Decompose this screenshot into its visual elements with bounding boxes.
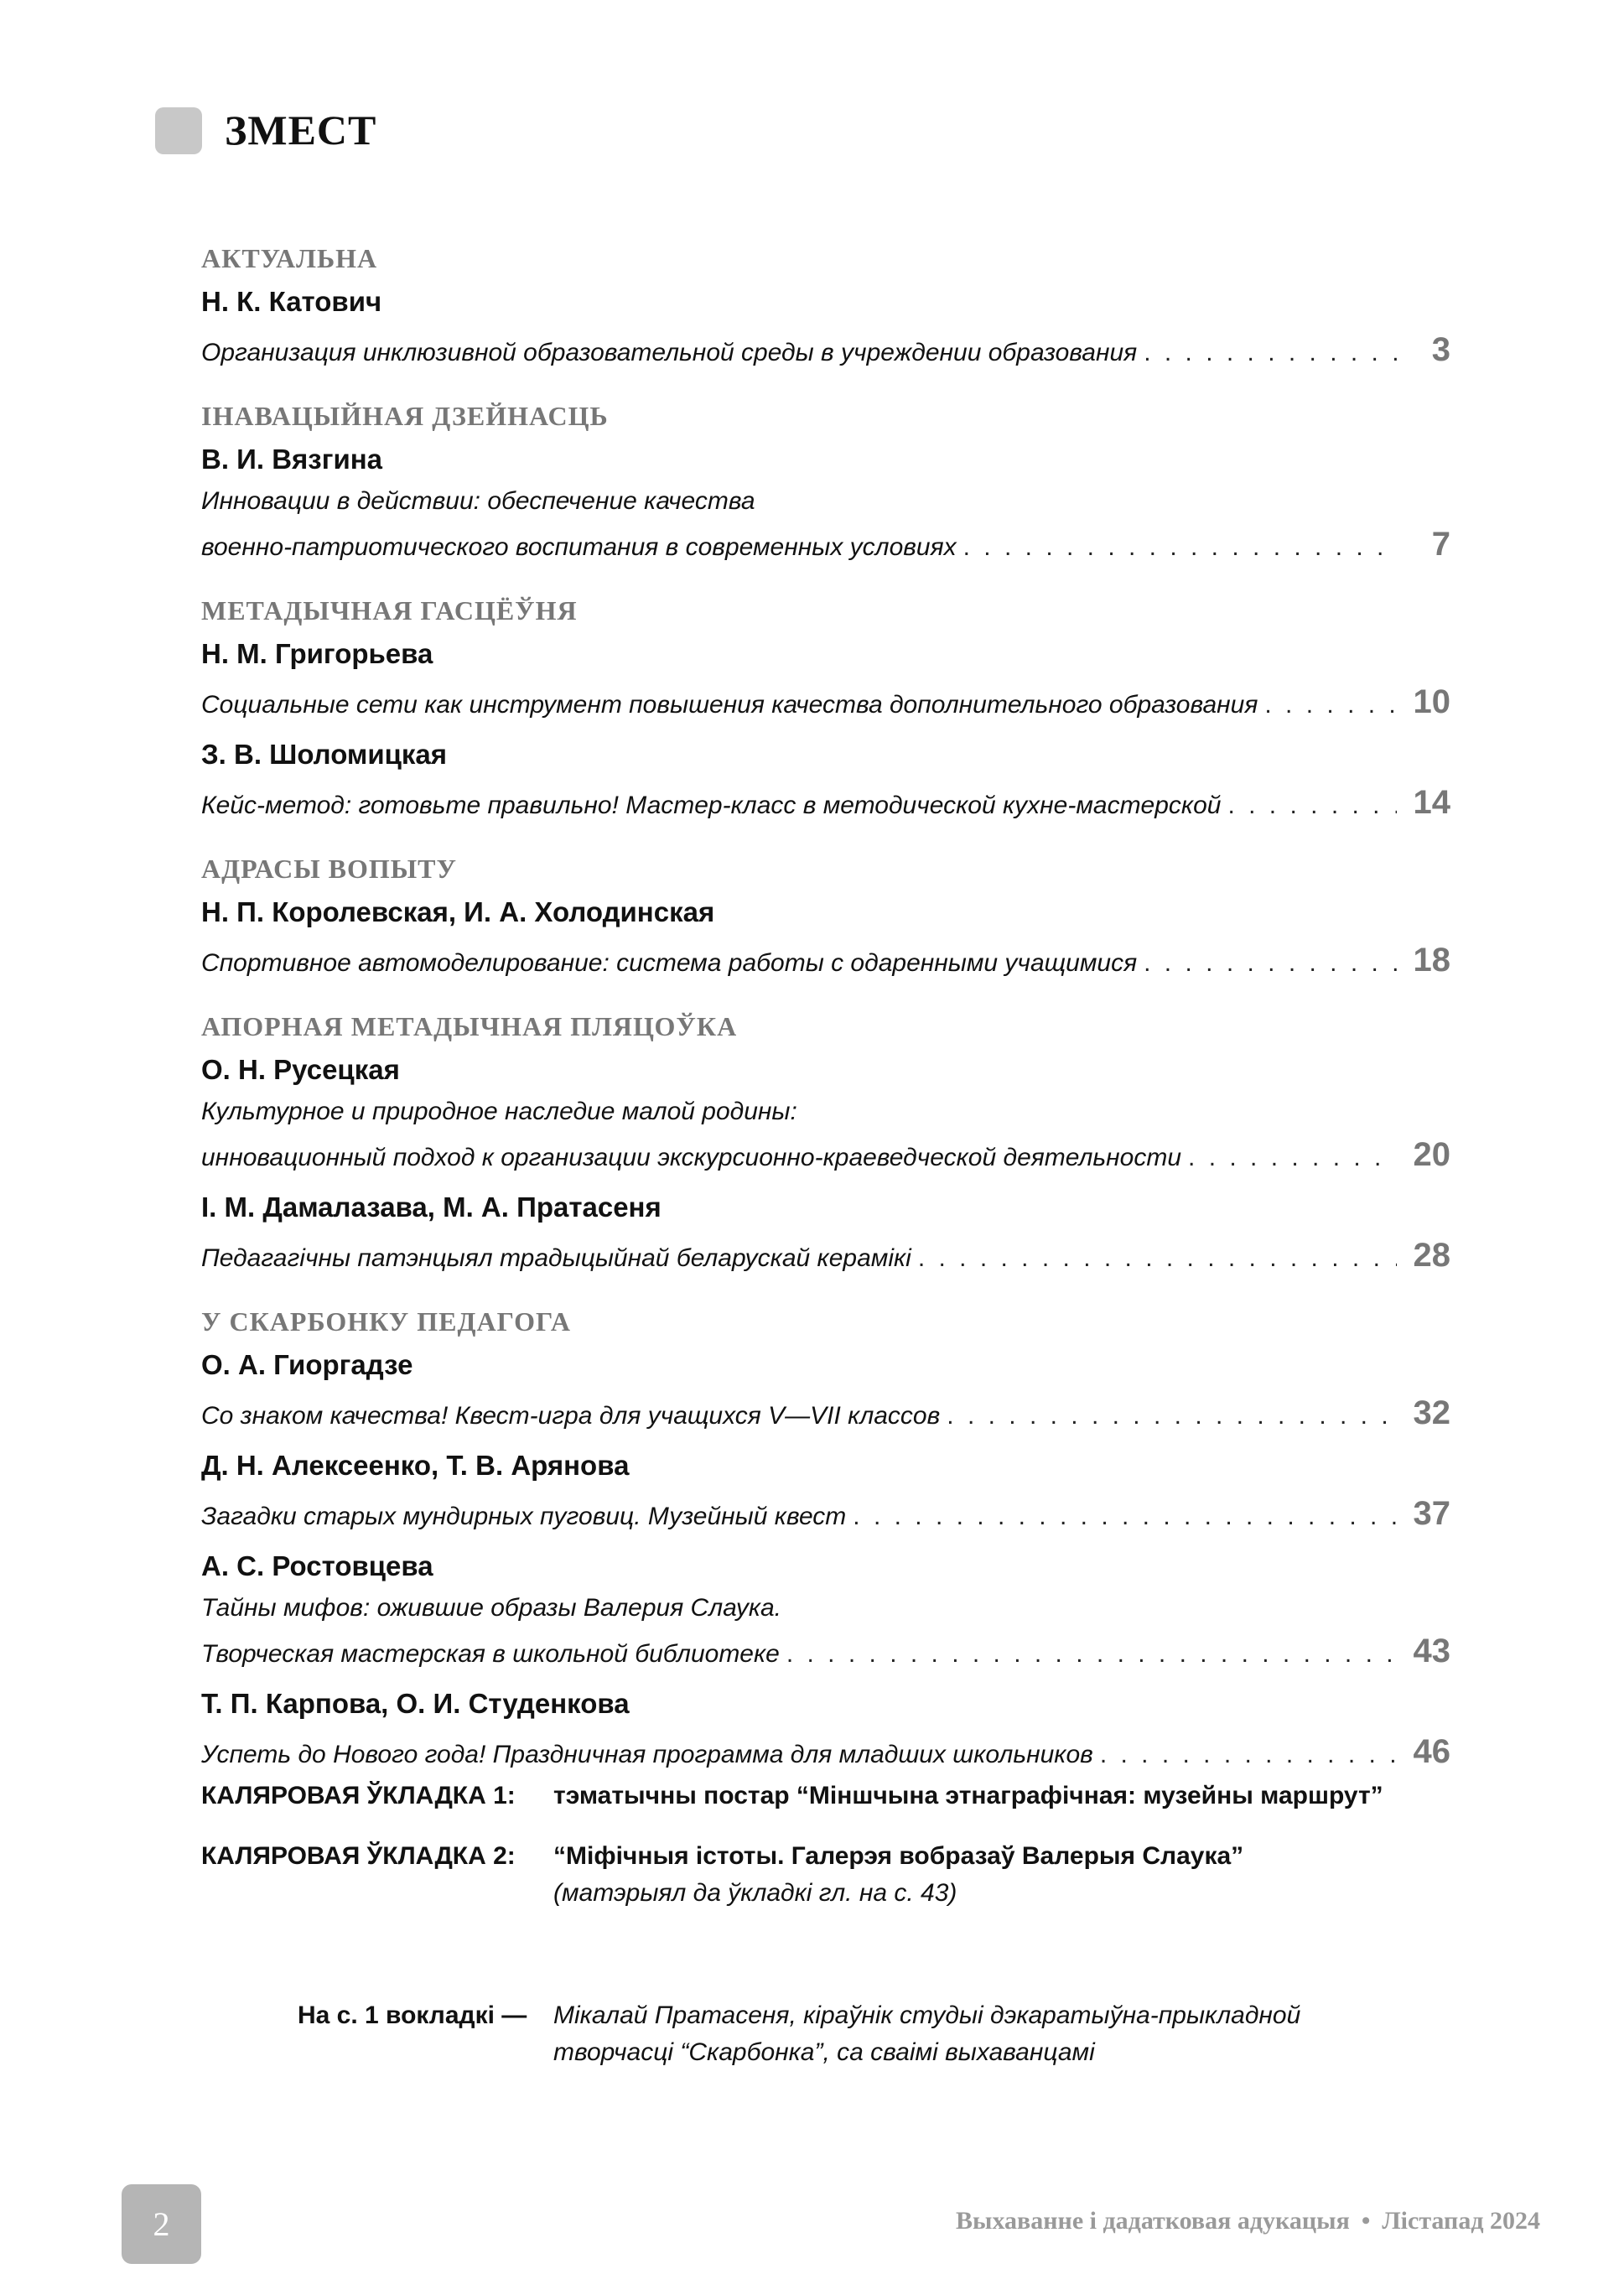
section-title: АПОРНАЯ МЕТАДЫЧНАЯ ПЛЯЦОЎКА <box>201 1011 738 1041</box>
entry-author: О. А. Гиоргадзе <box>201 1349 413 1380</box>
entry-author: А. С. Ростовцева <box>201 1550 433 1581</box>
entry-title-row <box>201 1130 1450 1182</box>
toc-entry <box>201 280 1450 377</box>
toc-entry <box>201 1343 1450 1441</box>
toc-section <box>201 1005 1450 1283</box>
page-number-badge <box>122 2184 201 2264</box>
section-title: ІНАВАЦЫЙНАЯ ДЗЕЙНАСЦЬ <box>201 401 609 431</box>
toc-section <box>201 589 1450 830</box>
entry-title-line: Тайны мифов: ожившие образы Валерия Слаука. <box>201 1594 782 1622</box>
entry-page-number: 28 <box>1413 1237 1450 1274</box>
entry-title: военно-патриотического воспитания в современных условиях <box>201 533 957 561</box>
entry-page-number: 20 <box>1413 1136 1450 1173</box>
color-inserts <box>201 1778 1509 1935</box>
section-title: У СКАРБОНКУ ПЕДАГОГА <box>201 1306 572 1337</box>
insert-label: КАЛЯРОВАЯ ЎКЛАДКА 2: <box>201 1842 516 1870</box>
insert-body <box>553 1838 1509 1912</box>
insert-label: КАЛЯРОВАЯ ЎКЛАДКА 1: <box>201 1782 516 1809</box>
toc-section <box>201 1300 1450 1779</box>
entry-title: Со знаком качества! Квест-игра для учащихся V—VII классов <box>201 1402 941 1430</box>
entry-title-row <box>201 1389 1450 1441</box>
toc-section <box>201 236 1450 377</box>
entry-author: Д. Н. Алексеенко, Т. В. Арянова <box>201 1450 630 1481</box>
entry-title-row <box>201 936 1450 988</box>
entry-author: В. И. Вязгина <box>201 444 383 475</box>
dot-leader <box>918 1234 1397 1283</box>
dot-leader <box>786 1630 1397 1679</box>
insert-row <box>201 1838 1509 1912</box>
entry-page-number: 32 <box>1413 1394 1450 1431</box>
dot-leader <box>1144 939 1397 988</box>
dot-leader <box>1144 329 1397 377</box>
footer <box>956 2207 1540 2235</box>
toc-section <box>201 394 1450 572</box>
cover-caption <box>298 1997 1555 2071</box>
toc-entry <box>201 1186 1450 1283</box>
entry-title-row <box>201 778 1450 830</box>
dot-leader <box>853 1493 1397 1541</box>
journal-name: Выхаванне і дадатковая адукацыя <box>956 2207 1350 2235</box>
entry-title: Спортивное автомоделирование: система работы с одаренными учащимися <box>201 949 1138 977</box>
entry-title-row <box>201 1727 1450 1779</box>
page-title: ЗМЕСТ <box>225 106 377 153</box>
insert-text: “Міфічныя істоты. Галерэя вобразаў Валерыя Слаука” <box>553 1842 1244 1870</box>
entry-page-number: 18 <box>1413 942 1450 979</box>
entry-title-row <box>201 325 1450 377</box>
entry-title: инновационный подход к организации экскурсионно-краеведческой деятельности <box>201 1144 1182 1171</box>
toc-entry <box>201 1048 1450 1182</box>
entry-author: О. Н. Русецкая <box>201 1054 400 1085</box>
entry-title-row <box>201 520 1450 572</box>
entry-title: Кейс-метод: готовьте правильно! Мастер-класс в методической кухне-мастерской <box>201 792 1222 819</box>
toc-section <box>201 847 1450 988</box>
entry-title-line: Инновации в действии: обеспечение качества <box>201 487 755 515</box>
toc-entry <box>201 1682 1450 1779</box>
toc-entry <box>201 1444 1450 1541</box>
dot-leader <box>963 523 1397 572</box>
toc-entry <box>201 632 1450 729</box>
entry-title-row <box>201 1489 1450 1541</box>
section-title: АКТУАЛЬНА <box>201 243 378 273</box>
entry-page-number: 46 <box>1413 1733 1450 1770</box>
entry-title: Загадки старых мундирных пуговиц. Музейный квест <box>201 1503 847 1530</box>
entry-page-number: 3 <box>1431 331 1450 368</box>
toc-entry <box>201 733 1450 830</box>
entry-page-number: 14 <box>1413 784 1450 821</box>
cover-text: Мікалай Пратасеня, кіраўнік студыі дэкаратыўна-прыкладной творчасці “Скарбонка”, са сваімі выхаванцамі <box>553 2001 1301 2066</box>
entry-author: І. М. Дамалазава, М. А. Пратасеня <box>201 1192 662 1223</box>
entry-title: Творческая мастерская в школьной библиотеке <box>201 1640 780 1668</box>
insert-row <box>201 1778 1509 1815</box>
section-title: АДРАСЫ ВОПЫТУ <box>201 854 457 884</box>
entry-title-line: Культурное и природное наследие малой родины: <box>201 1098 797 1125</box>
page-number: 2 <box>153 2205 170 2243</box>
entry-author: З. В. Шоломицкая <box>201 739 448 770</box>
insert-note: (матэрыял да ўкладкі гл. на с. 43) <box>553 1879 957 1907</box>
entry-author: Н. М. Григорьева <box>201 638 433 669</box>
dot-leader <box>1227 781 1397 830</box>
table-of-contents <box>201 236 1450 1796</box>
entry-title: Социальные сети как инструмент повышения качества дополнительного образования <box>201 691 1258 719</box>
entry-title-row <box>201 1231 1450 1283</box>
entry-title: Организация инклюзивной образовательной среды в учреждении образования <box>201 339 1138 366</box>
issue-date: Лістапад 2024 <box>1382 2207 1540 2235</box>
entry-page-number: 37 <box>1413 1495 1450 1532</box>
dot-leader <box>947 1392 1397 1441</box>
entry-title: Успеть до Нового года! Праздничная программа для младших школьников <box>201 1741 1093 1768</box>
entry-author: Н. К. Катович <box>201 286 382 317</box>
entry-author: Т. П. Карпова, О. И. Студенкова <box>201 1688 630 1719</box>
entry-title-row <box>201 678 1450 729</box>
dot-leader <box>1100 1731 1397 1779</box>
section-title: МЕТАДЫЧНАЯ ГАСЦЁЎНЯ <box>201 595 578 626</box>
toc-entry <box>201 1545 1450 1679</box>
toc-entry <box>201 890 1450 988</box>
dot-leader <box>1188 1134 1397 1182</box>
dot-leader <box>1264 681 1397 729</box>
entry-page-number: 7 <box>1431 526 1450 563</box>
insert-body <box>553 1778 1509 1815</box>
toc-entry <box>201 438 1450 572</box>
entry-title-row <box>201 1627 1450 1679</box>
entry-page-number: 43 <box>1413 1633 1450 1669</box>
insert-text: тэматычны постар “Міншчына этнаграфічная: музейны маршрут” <box>553 1782 1383 1809</box>
cover-label: На с. 1 вокладкі — <box>298 2001 527 2029</box>
entry-author: Н. П. Королевская, И. А. Холодинская <box>201 896 715 927</box>
header-marker <box>155 107 202 154</box>
entry-page-number: 10 <box>1413 683 1450 720</box>
entry-title: Педагагічны патэнцыял традыцыйнай беларускай керамікі <box>201 1244 911 1272</box>
footer-bullet: • <box>1361 2207 1371 2235</box>
